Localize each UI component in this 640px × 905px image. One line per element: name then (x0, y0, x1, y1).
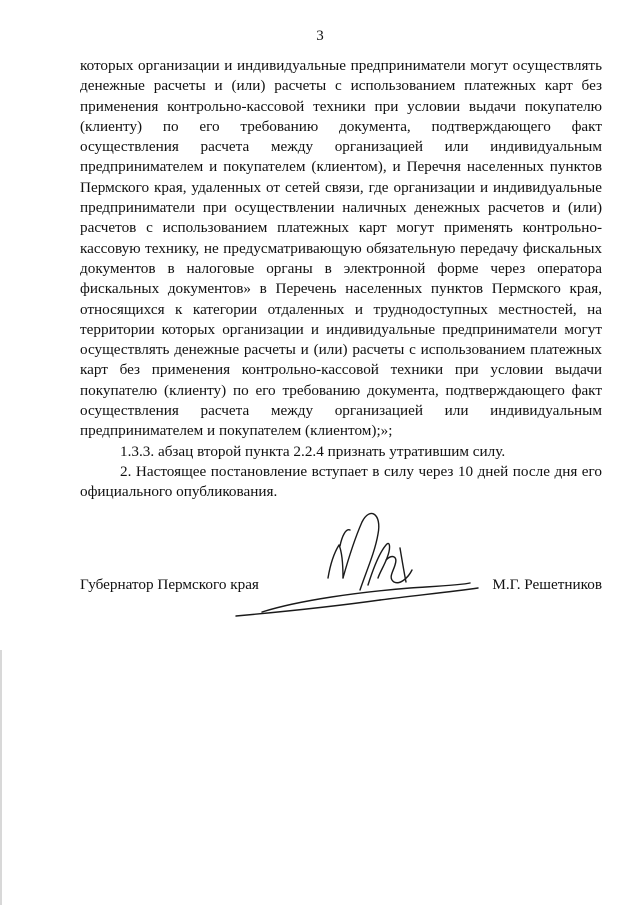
page-number: 3 (316, 28, 324, 44)
paragraph-clause-1-3-3: 1.3.3. абзац второй пункта 2.2.4 признать утратившим силу. (120, 442, 506, 460)
signature-block (80, 576, 602, 598)
paragraph-clause-2: 2. Настоящее постановление вступает в силу через 10 дней после дня его официального опубликования. (80, 462, 602, 501)
signatory-name: М.Г. Решетников (492, 576, 602, 593)
scan-edge-line (0, 650, 2, 905)
signatory-title: Губернатор Пермского края (80, 576, 259, 593)
paragraph-continuation: которых организации и индивидуальные предприниматели могут осуществлять денежные расчеты и (или) расчеты с использованием платежных карт без применения контрольно-кассовой техники при условии выдачи покупателю (клиенту) по его требованию документа, подтверждающего факт осуществления расчета между организацией или индивидуальным предпринимателем и покупателем (клиентом), и Перечня населенных пунктов Пермского края, удаленных от сетей связи, где организации и индивидуальные предприниматели при осуществлении наличных денежных расчетов и (или) расчетов с использованием платежных карт могут применять контрольно-кассовую технику, не предусматривающую обязательную передачу фискальных документов в налоговые органы в электронной форме через оператора фискальных документов» в Перечень населенных пунктов Пермского края, относящихся к категории отдаленных и труднодоступных местностей, на территории которых организации и индивидуальные предприниматели могут осуществлять денежные расчеты и (или) расчеты с использованием платежных карт без применения контрольно-кассовой техники при условии выдачи покупателю (клиенту) по его требованию документа, подтверждающего факт осуществления расчета между организацией или индивидуальным предпринимателем и покупателем (клиентом);»; (80, 57, 602, 440)
